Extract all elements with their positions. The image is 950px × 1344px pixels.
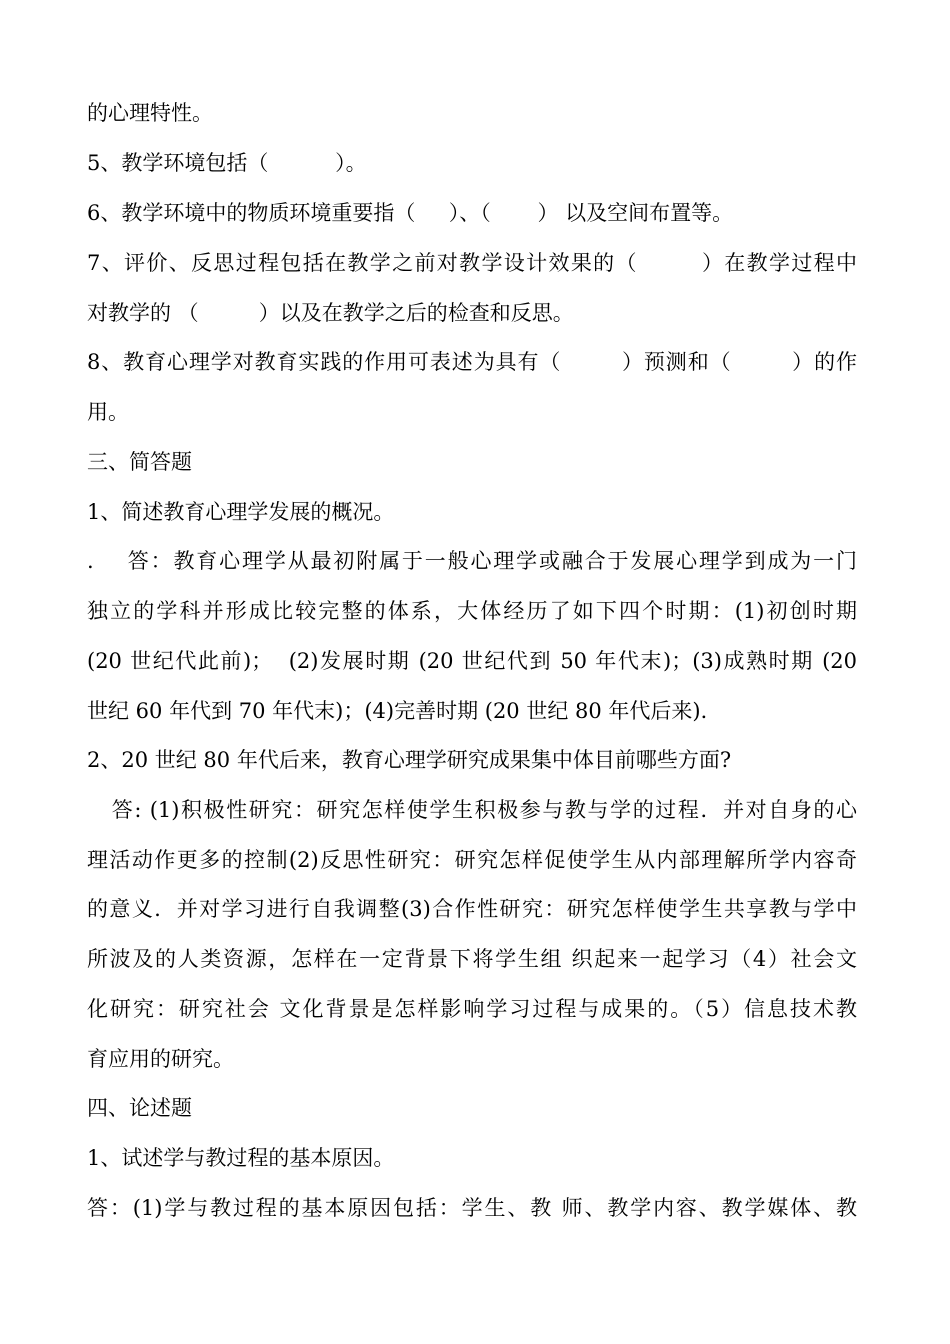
answer-text-line: (20 世纪代此前)； (2)发展时期 (20 世纪代到 50 年代末)；(3)成熟时期 (20 <box>87 649 857 673</box>
answer-text-line: 所波及的人类资源，怎样在一定背景下将学生组 织起来一起学习（4）社会文 <box>87 947 857 971</box>
answer-text-line: 化研究：研究社会 文化背景是怎样影响学习过程与成果的。（5）信息技术教 <box>87 997 857 1021</box>
text-line: 6、教学环境中的物质环境重要指（ ）、（ ） 以及空间布置等。 <box>87 201 734 225</box>
answer-text-line: 理活动作更多的控制(2)反思性研究：研究怎样促使学生从内部理解所学内容奇 <box>87 848 857 872</box>
text-line: 用。 <box>87 400 129 424</box>
text-line: 5、教学环境包括（ ）。 <box>87 151 367 175</box>
section-heading: 四、论述题 <box>87 1096 192 1120</box>
answer-text-line: 独立的学科并形成比较完整的体系，大体经历了如下四个时期：(1)初创时期 <box>87 599 857 623</box>
question-text: 2、20 世纪 80 年代后来，教育心理学研究成果集中体目前哪些方面? <box>87 748 732 772</box>
question-text: 1、试述学与教过程的基本原因。 <box>87 1146 395 1170</box>
text-line: 7、评价、反思过程包括在教学之前对教学设计效果的（ ）在教学过程中 <box>87 251 857 275</box>
answer-text-line: 答：(1)学与教过程的基本原因包括：学生、教 师、教学内容、教学媒体、教 <box>87 1196 857 1220</box>
text-line: 8、教育心理学对教育实践的作用可表述为具有（ ）预测和（ ）的作 <box>87 350 857 374</box>
answer-text-line: 答: (1)积极性研究：研究怎样使学生积极参与教与学的过程．并对自身的心 <box>87 798 857 822</box>
section-heading: 三、简答题 <box>87 450 192 474</box>
answer-text-line: 育应用的研究。 <box>87 1047 234 1071</box>
question-text: 1、简述教育心理学发展的概况。 <box>87 500 395 524</box>
answer-text-line: 的意义．并对学习进行自我调整(3)合作性研究：研究怎样使学生共享教与学中 <box>87 897 857 921</box>
text-line: 对教学的 （ ）以及在教学之后的检查和反思。 <box>87 301 574 325</box>
answer-text-line: . 答：教育心理学从最初附属于一般心理学或融合于发展心理学到成为一门 <box>87 549 857 573</box>
answer-text-line: 世纪 60 年代到 70 年代末)；(4)完善时期 (20 世纪 80 年代后来)． <box>87 699 722 723</box>
text-line: 的心理特性。 <box>87 101 213 125</box>
